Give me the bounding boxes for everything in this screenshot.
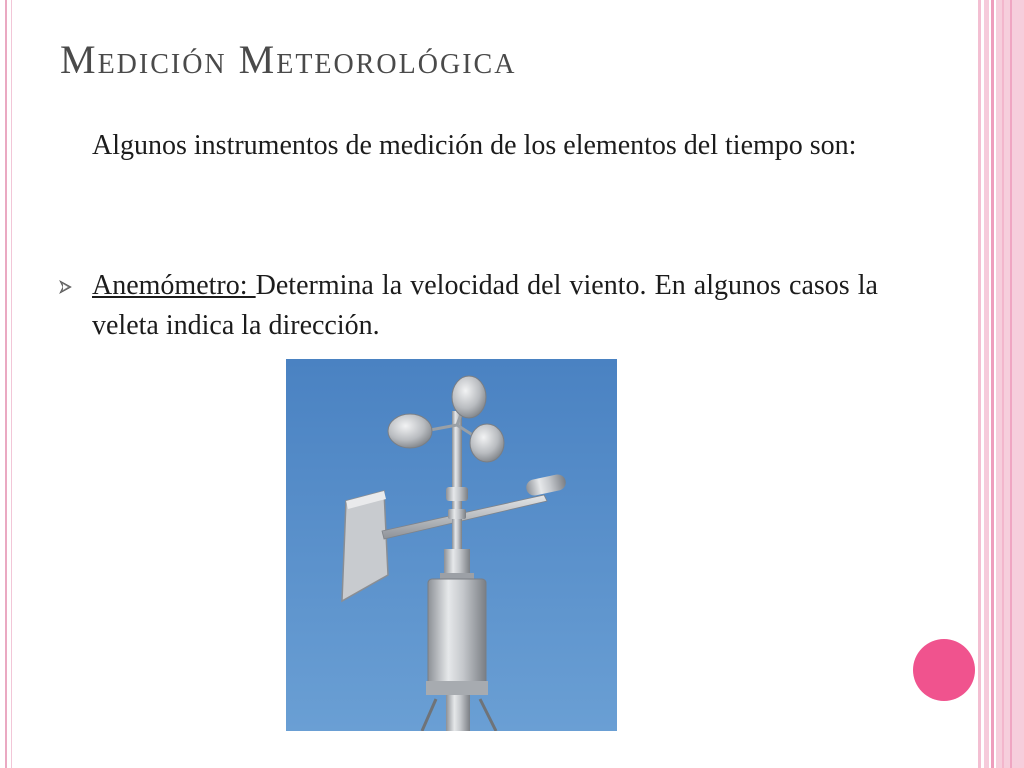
intro-paragraph: Algunos instrumentos de medición de los elementos del tiempo son: [92, 130, 857, 161]
right-stripe [1010, 0, 1012, 768]
anemometer-photo [286, 359, 617, 731]
left-border-line-thin [11, 0, 12, 768]
bullet-text [92, 266, 878, 346]
slide-title: Medición Meteorológica [60, 37, 517, 82]
right-stripe [1002, 0, 1004, 768]
right-stripe [984, 0, 989, 768]
bullet-description: Determina la velocidad del viento. En algunos casos la veleta indica la dirección. [92, 270, 878, 341]
bullet-term: Anemómetro: [92, 270, 256, 301]
arrow-bullet-icon [58, 279, 74, 300]
left-border-line [5, 0, 7, 768]
right-stripe [991, 0, 994, 768]
right-stripe [978, 0, 981, 768]
decorative-pink-circle [913, 639, 975, 701]
